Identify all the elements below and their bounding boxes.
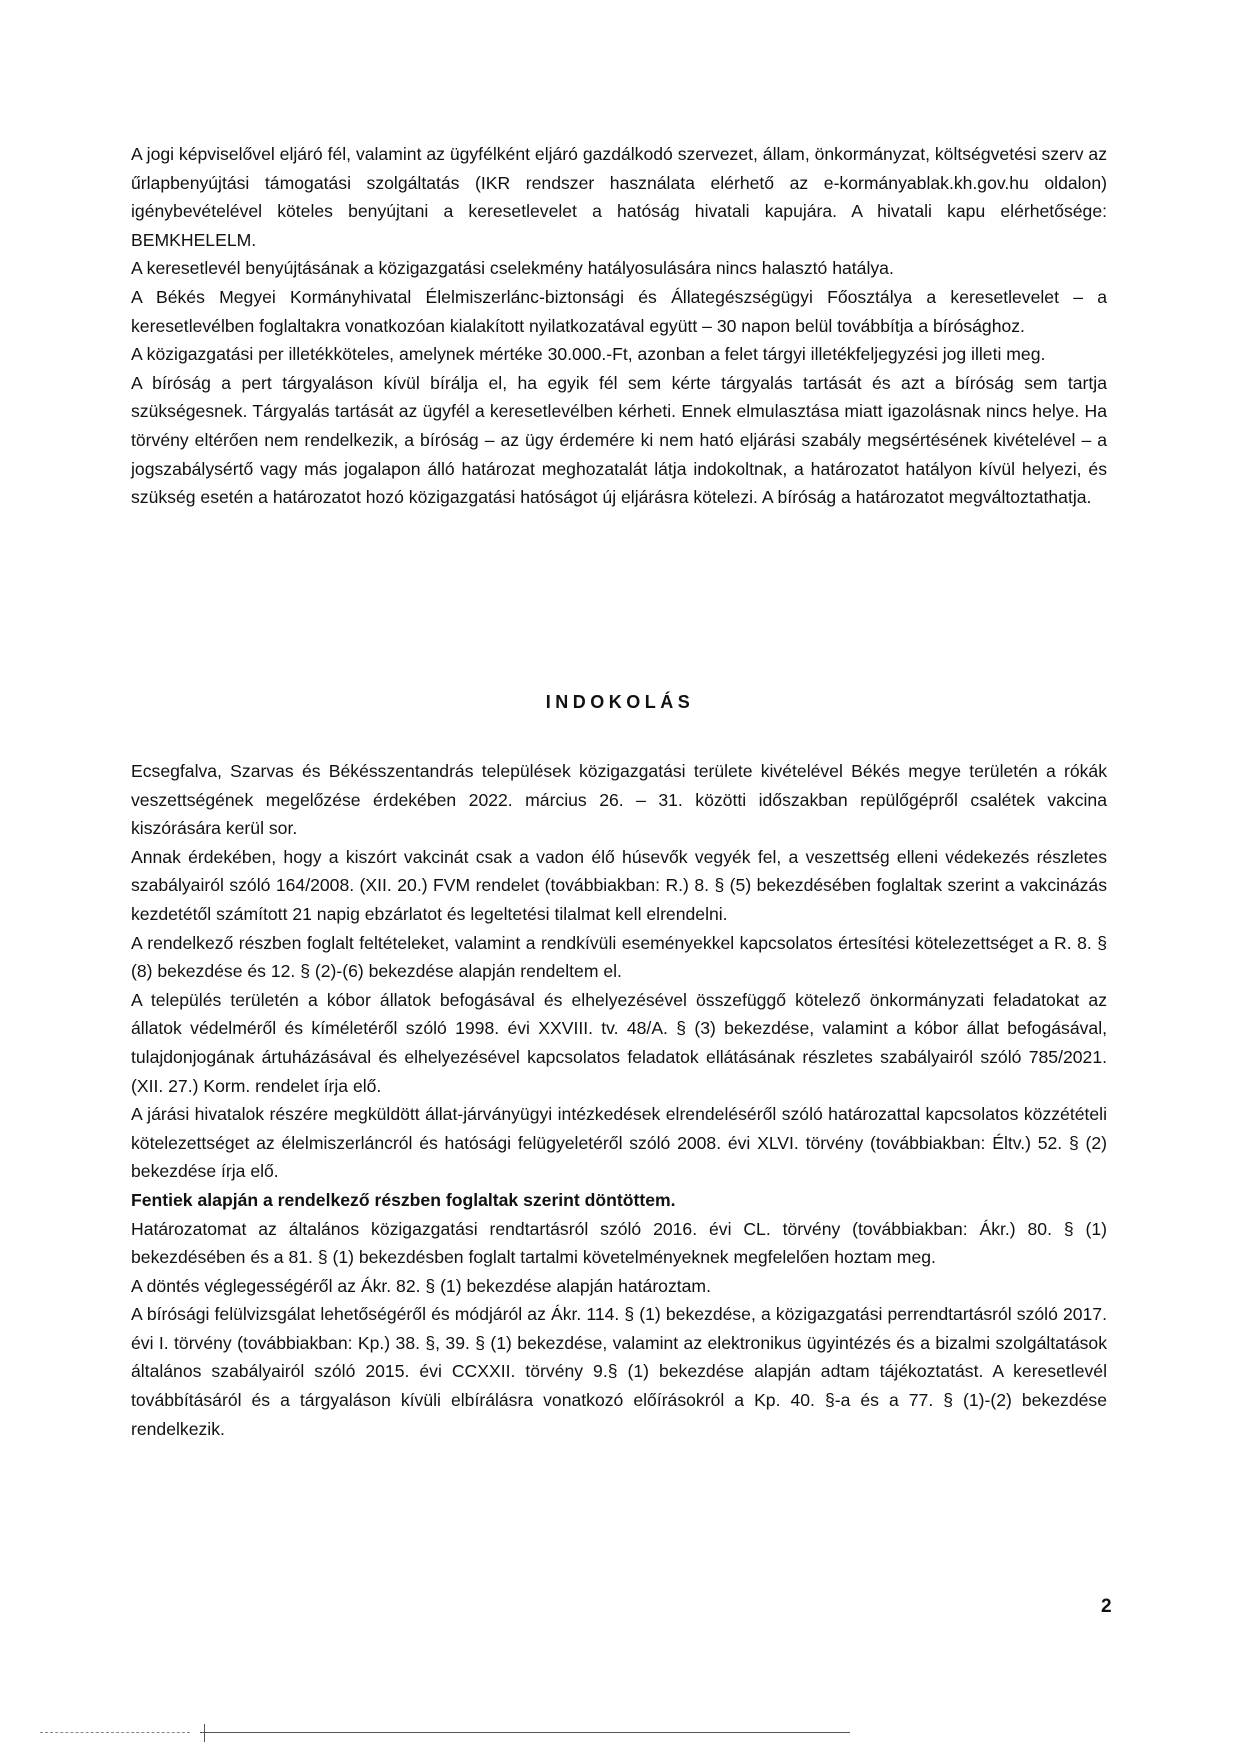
paragraph-no-suspensive-effect: A keresetlevél benyújtásának a közigazgatási cselekmény hatályosulására nincs halasztó hatálya. — [131, 258, 894, 279]
paragraph-publication-duty: A járási hivatalok részére megküldött állat-járványügyi intézkedések elrendeléséről szóló határozattal kapcsolatos közzétételi kötelezettséget az élelmiszerláncról és hatósági felügyeletéről szóló 2008. évi XLVI. törvény (továbbiakban: Éltv.) 52. § (2) bekezdése írja elő. — [131, 1104, 1107, 1182]
reasoning-section — [131, 757, 1107, 1443]
paragraph-conditions-basis: A rendelkező részben foglalt feltételeket, valamint a rendkívüli eseményekkel kapcsolatos értesítési kötelezettséget a R. 8. § (8) bekezdése és 12. § (2)-(6) bekezdése alapján rendeltem el. — [131, 932, 1107, 982]
paragraph-forwarding-to-court: A Békés Megyei Kormányhivatal Élelmiszerlánc-biztonsági és Állategészségügyi Főosztálya a keresetlevelet – a keresetlevélben foglaltakra vonatkozóan kialakított nyilatkozatával együtt – 30 napon belül továbbítja a bírósághoz. — [131, 286, 1107, 336]
paragraph-judicial-review-info: A bírósági felülvizsgálat lehetőségéről és módjáról az Ákr. 114. § (1) bekezdése, a közigazgatási perrendtartásról szóló 2017. évi I. törvény (továbbiakban: Kp.) 38. §, 39. § (1) bekezdése, valamint az elektronikus ügyintézés és a bizalmi szolgáltatások általános szabályairól szóló 2015. évi CCXXII. törvény 9.§ (1) bekezdése alapján adtam tájékoztatást. A keresetlevél továbbításáról és a tárgyaláson kívüli elbírálásra vonatkozó előírásokról a Kp. 40. §-a és a 77. § (1)-(2) bekezdése rendelkezik. — [131, 1304, 1107, 1439]
page-number: 2 — [1101, 1596, 1112, 1617]
paragraph-dog-lockdown-basis: Annak érdekében, hogy a kiszórt vakcinát csak a vadon élő húsevők vegyék fel, a veszettség elleni védekezés részletes szabályairól szóló 164/2008. (XII. 20.) FVM rendelet (továbbiakban: R.) 8. § (5) bekezdésében foglaltak szerint a vakcinázás kezdetétől számított 21 napig ebzárlatot és legeltetési tilalmat kell elrendelni. — [131, 846, 1107, 924]
paragraph-court-fee: A közigazgatási per illetékköteles, amelynek mértéke 30.000.-Ft, azonban a felet tárgyi illetékfeljegyzési jog illeti meg. — [131, 344, 1046, 365]
upper-notice-section — [131, 140, 1107, 512]
paragraph-electronic-filing: A jogi képviselővel eljáró fél, valamint az ügyfélként eljáró gazdálkodó szervezet, állam, önkormányzat, költségvetési szerv az űrlapbenyújtási támogatási szolgáltatás (IKR rendszer használata elérhető az e-kormányablak.kh.gov.hu oldalon) igénybevételével köteles benyújtani a keresetlevelet a hatóság hivatali kapujára. A hivatali kapu elérhetősége: BEMKHELELM. — [131, 144, 1107, 250]
section-heading-indokolas: INDOKOLÁS — [545, 692, 695, 712]
bold-decision-statement: Fentiek alapján a rendelkező részben foglaltak szerint döntöttem. — [131, 1189, 676, 1210]
footer-tick-mark — [204, 1724, 205, 1742]
paragraph-vaccination-scope: Ecsegfalva, Szarvas és Békésszentandrás települések közigazgatási területe kivételével Békés megye területén a rókák veszettségének megelőzése érdekében 2022. március 26. – 31. közötti időszakban repülőgépről csalétek vakcina kiszórására kerül sor. — [131, 761, 1107, 839]
paragraph-stray-animals: A település területén a kóbor állatok befogásával és elhelyezésével összefüggő kötelező önkormányzati feladatokat az állatok védelméről és kíméletéről szóló 1998. évi XXVIII. tv. 48/A. § (3) bekezdése, valamint a kóbor állat befogásával, tulajdonjogának ártuházásával és elhelyezésével kapcsolatos feladatok ellátásának részletes szabályairól szóló 785/2021. (XII. 27.) Korm. rendelet írja elő. — [131, 989, 1107, 1096]
paragraph-court-procedure: A bíróság a pert tárgyaláson kívül bírálja el, ha egyik fél sem kérte tárgyalás tartását és azt a bíróság sem tartja szükségesnek. Tárgyalás tartását az ügyfél a keresetlevélben kérheti. Ennek elmulasztása miatt igazolásnak nincs helye. Ha törvény eltérően nem rendelkezik, a bíróság – az ügy érdemére ki nem ható eljárási szabály megsértésének kivételével – a jogszabálysértő vagy más jogalapon álló határozat meghozatalát látja indokoltnak, a határozatot hatályon kívül helyezi, és szükség esetén a határozatot hozó közigazgatási hatóságot új eljárásra kötelezi. A bíróság a határozatot megváltoztathatja. — [131, 372, 1107, 508]
footer-solid-rule — [200, 1732, 850, 1733]
paragraph-finality: A döntés véglegességéről az Ákr. 82. § (1) bekezdése alapján határoztam. — [131, 1275, 711, 1296]
footer-dashed-rule — [40, 1732, 190, 1733]
paragraph-content-requirements: Határozatomat az általános közigazgatási rendtartásról szóló 2016. évi CL. törvény (továbbiakban: Ákr.) 80. § (1) bekezdésében és a 81. § (1) bekezdésben foglalt tartalmi követelményeknek megfelelően hoztam meg. — [131, 1218, 1107, 1268]
